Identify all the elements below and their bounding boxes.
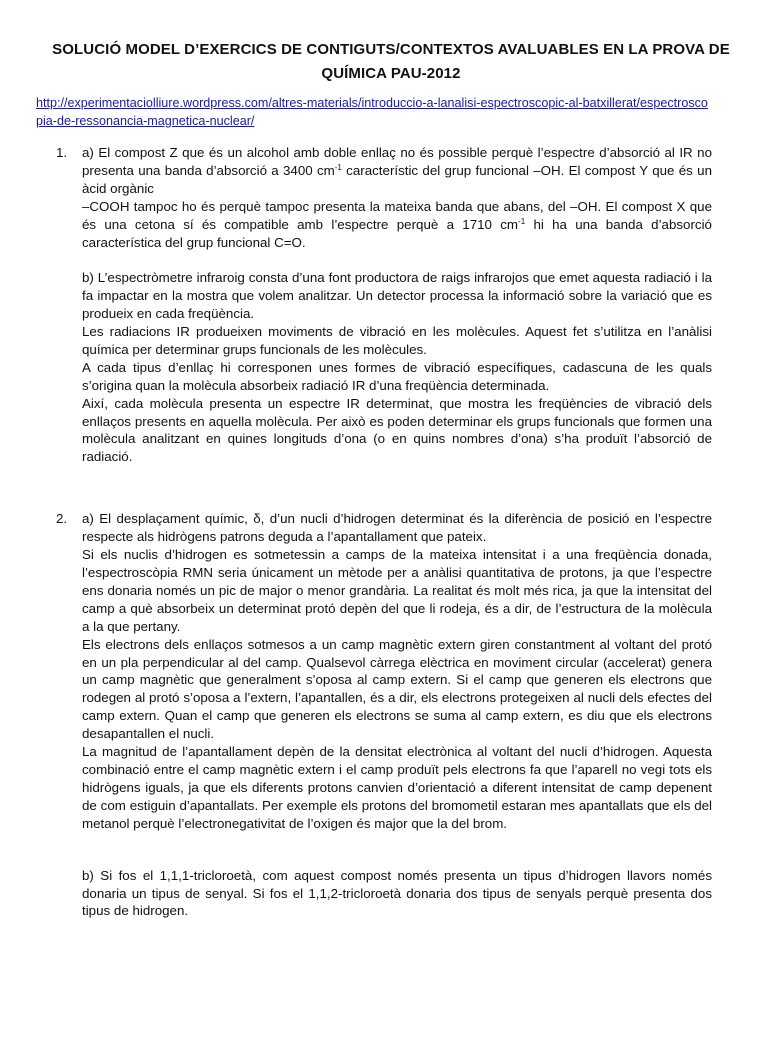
- exercise-2: [56, 510, 712, 920]
- exercise-1-part-b-paragraph: Així, cada molècula presenta un espectre IR determinat, que mostra les freqüències de vibració dels enllaços presents en aquella molècula. Per això es poden determinar els grups funcionals que formen una molècula analitzant en quines longituds d’ona (o en quins nombres d’ona) s’ha produït l’absorció de radiació.: [82, 395, 712, 465]
- exercise-1-part-b-paragraph: b) L’espectròmetre infraroig consta d’una font productora de raigs infrarojos que emet aquesta radiació i la fa impactar en la mostra que volem analitzar. Un detector processa la informació sobre la variació que es produeix en cada freqüència.: [82, 270, 712, 322]
- exercise-2-part-b: b) Si fos el 1,1,1-tricloroetà, com aquest compost només presenta un tipus d’hidrogen llavors només donaria un tipus de senyal. Si fos el 1,1,2-tricloroetà donaria dos tipus de senyals perquè presenta dos tipus de hidrogen.: [82, 867, 712, 919]
- exercise-2-part-a-paragraph: a) El desplaçament químic, δ, d’un nucli d’hidrogen determinat és la diferència de posició en l’espectre respecte als hidrògens patrons deguda a l’apantallament que pateix.: [82, 511, 712, 545]
- source-link[interactable]: http://experimentaciolliure.wordpress.com/altres-materials/introduccio-a-lanalisi-espectroscopic-al-batxillerat/espectroscopia-de-ressonancia-magnetica-nuclear/: [36, 96, 708, 128]
- document-title: SOLUCIÓ MODEL D’EXERCICS DE CONTIGUTS/CONTEXTOS AVALUABLES EN LA PROVA DE QUÍMICA PAU-2012: [52, 41, 730, 82]
- document-page: [0, 38, 768, 1062]
- exercise-1-part-a: a) El compost Z que és un alcohol amb doble enllaç no és possible perquè l’espectre d’absorció al IR no presenta una banda d’absorció a 3400 $cm^{-1}$ característic del grup funcional –OH. El compost Y que és un àcid orgànic –COOH tampoc ho és perquè tampoc presenta la mateixa banda que abans, del –OH. El compost X que és una cetona sí és compatible amb l’espectre perquè a 1710 $cm^{-1}$ hi ha una banda d’absorció característica del grup funcional C=O.: [82, 145, 712, 250]
- exercise-1-part-b-paragraph: Les radiacions IR produeixen moviments de vibració en les molècules. Aquest fet s’utilitza en l’anàlisi química per determinar grups funcionals de les molècules.: [82, 324, 712, 357]
- exercise-2-part-a-paragraph: Si els nuclis d’hidrogen es sotmetessin a camps de la mateixa intensitat i a una freqüència donada, l’espectroscòpia RMN seria únicament un mètode per a anàlisi quantitativa de protons, ja que l’espectre ens donaria només un pic de major o menor grandària. La realitat és molt més rica, ja que la intensitat del camp a què absorbeix un determinat protó depèn del que li rodeja, és a dir, de l’estructura de la molècula a la que pertany.: [82, 547, 712, 634]
- exercise-1: [56, 144, 712, 466]
- exercise-number: 2.: [56, 511, 68, 527]
- exercise-1-part-b-paragraph: A cada tipus d’enllaç hi corresponen unes formes de vibració específiques, cadascuna de les quals s’origina quan la molècula absorbeix radiació IR d’una freqüència determinada.: [82, 359, 712, 393]
- exercise-number: 1.: [56, 145, 68, 160]
- exercise-2-part-a-paragraph: La magnitud de l’apantallament depèn de la densitat electrònica al voltant del nucli d’hidrogen. Aquesta combinació entre el camp magnètic extern i el camp produït pels electrons fa que l’aparell no vegi tots els hidrògens iguals, ja que els diferents protons canvien d’orientació a diferent intensitat de camp depenent de com estiguin d’apantallats. Per exemple els protons del bromometil estaran mes apantallats que els del metanol perquè l’electronegativitat de l’oxigen és major que la del brom.: [82, 744, 712, 831]
- exercise-2-part-a-paragraph: Els electrons dels enllaços sotmesos a un camp magnètic extern giren constantment al voltant del protó en un pla perpendicular al del camp. Qualsevol càrrega elèctrica en moviment circular (accelerat) genera un camp magnètic que generalment s’oposa al camp extern. Si el camp que generen els electrons que rodegen al protó s’oposa a l’extern, l’apantallen, és a dir, els electrons protegeixen al nucli dels efectes del camp extern. Quan el camp que generen els electrons se suma al camp extern, es diu que els electrons desapantallen el nucli.: [82, 636, 712, 742]
